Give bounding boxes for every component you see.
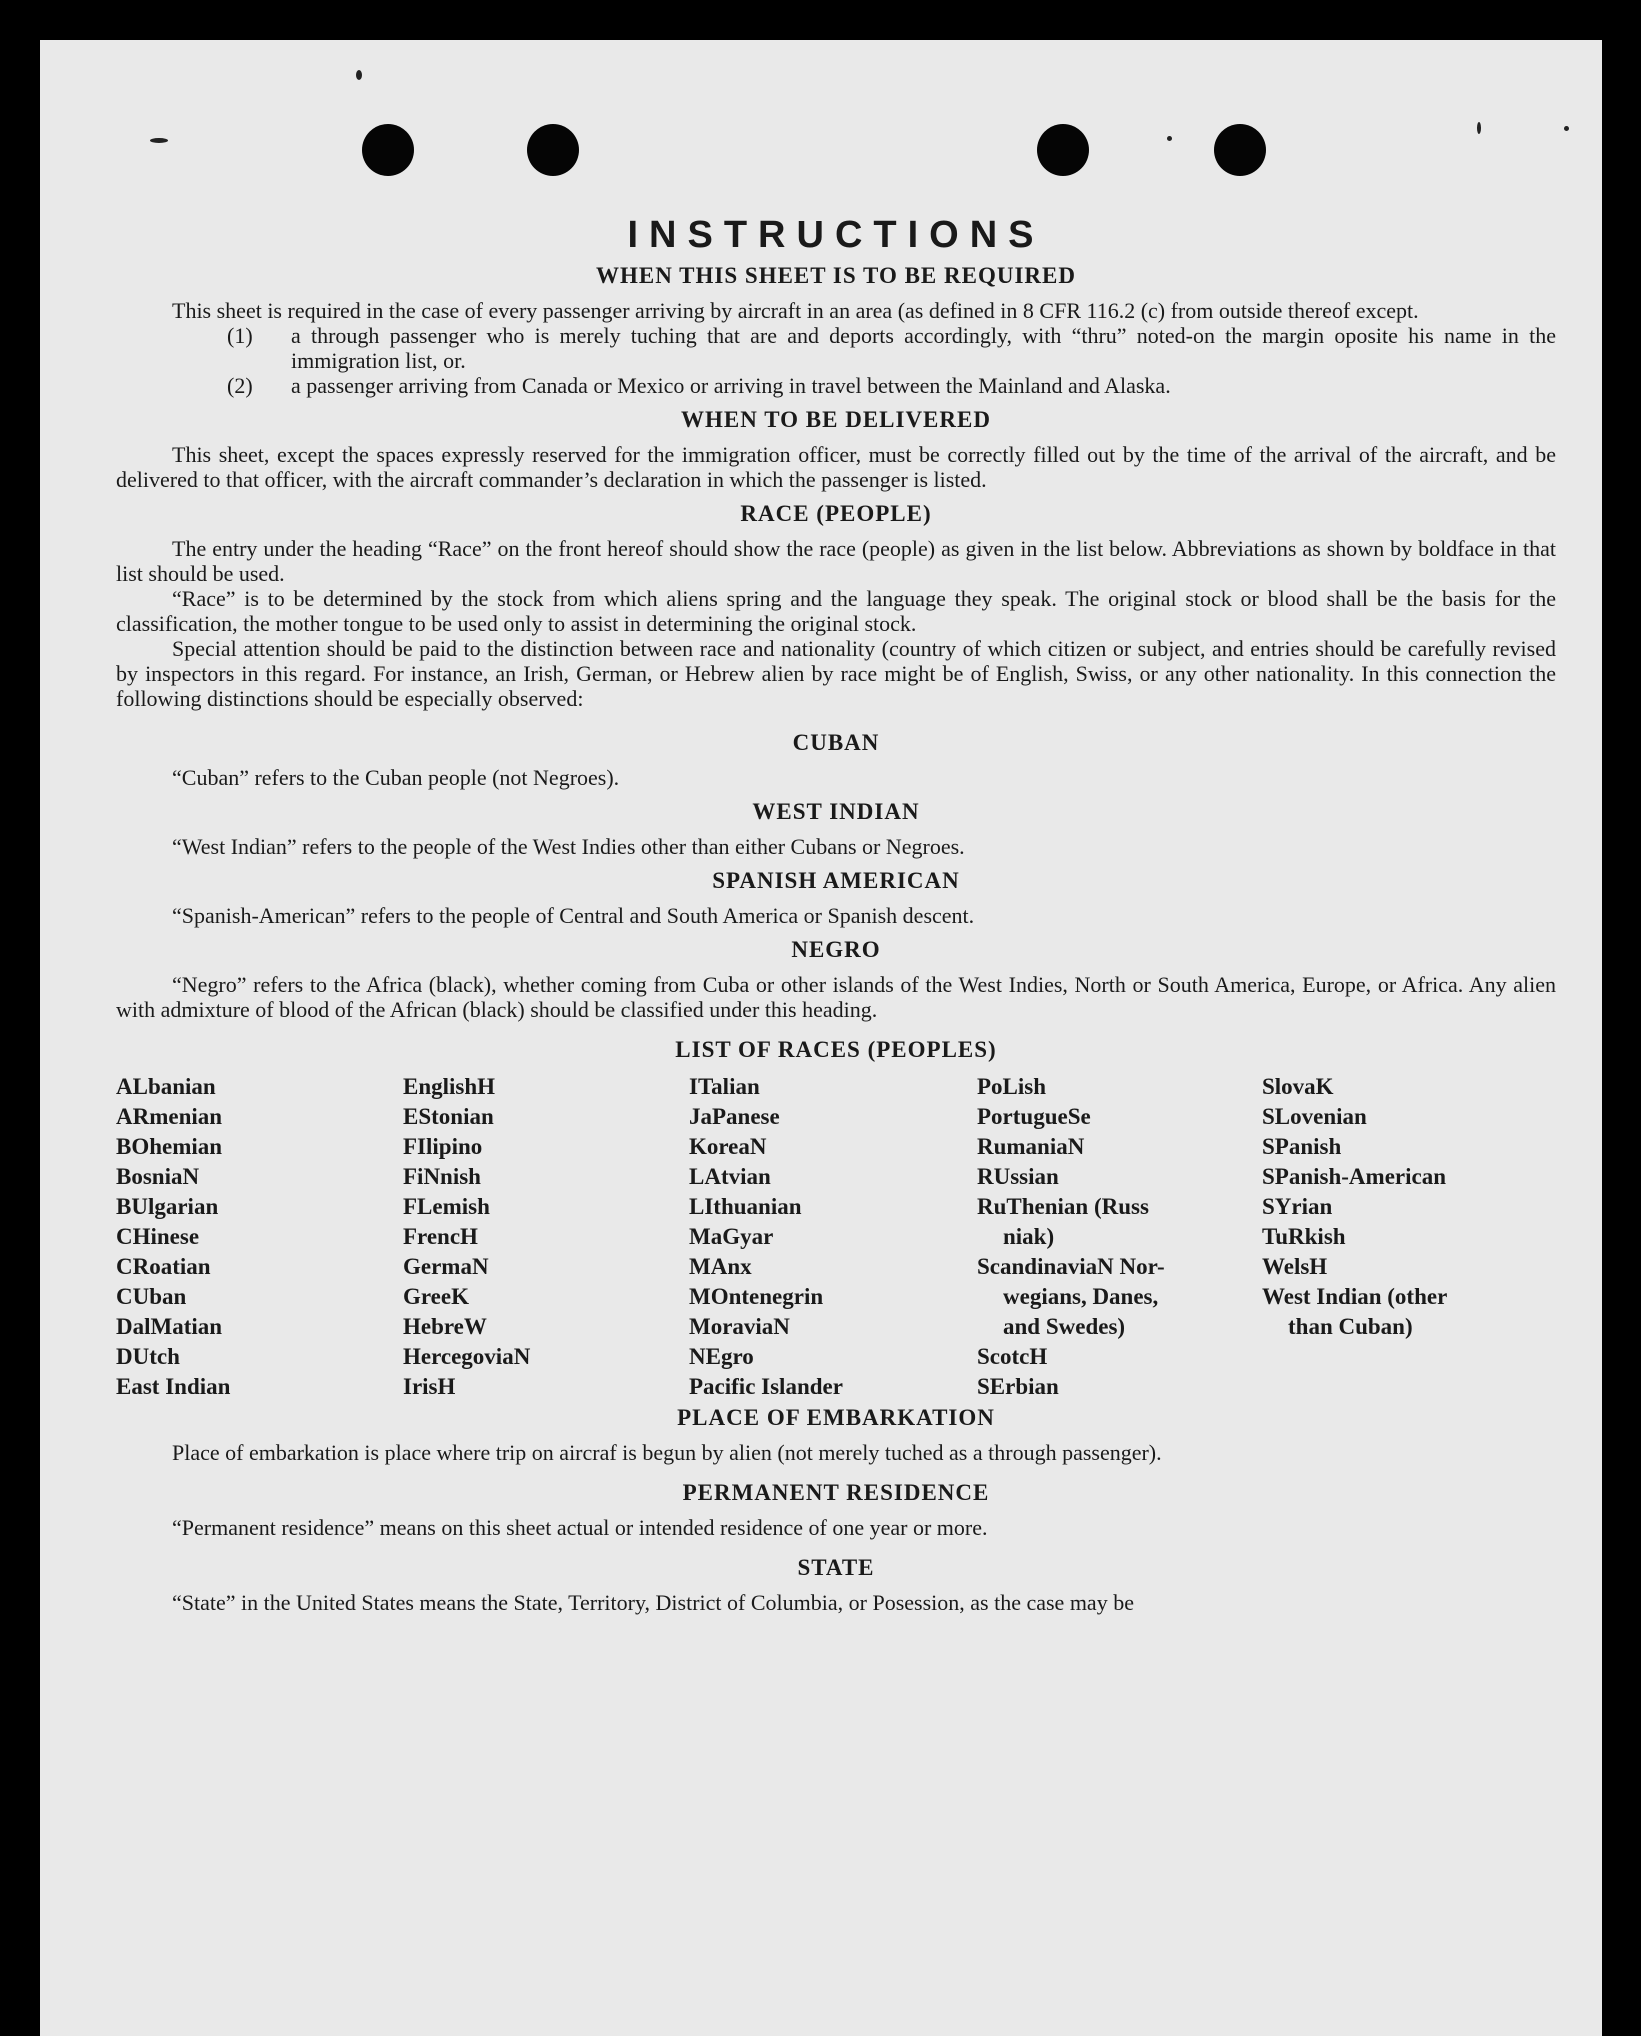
section-heading: WHEN TO BE DELIVERED [681, 407, 991, 432]
race-entry: CUban [116, 1284, 187, 1309]
section-heading: SPANISH AMERICAN [712, 868, 960, 893]
page-title: INSTRUCTIONS [627, 214, 1045, 256]
race-entry: GermaN [403, 1254, 489, 1279]
race-entry: JaPanese [689, 1104, 780, 1129]
section-required [116, 262, 1556, 398]
punch-hole [1214, 124, 1266, 176]
race-entry: RUssian [977, 1164, 1059, 1189]
section-heading: PERMANENT RESIDENCE [682, 1480, 990, 1505]
race-entry: FrencH [403, 1224, 478, 1249]
section-paragraph: “Cuban” refers to the Cuban people (not Negroes). [172, 765, 620, 790]
race-entry: BOhemian [116, 1134, 223, 1159]
race-entry: ALbanian [116, 1074, 216, 1099]
race-entry: than Cuban) [1288, 1314, 1413, 1339]
section-spanish-american [116, 867, 1556, 928]
race-entry: RumaniaN [977, 1134, 1085, 1159]
race-entry: SPanish-American [1262, 1164, 1446, 1189]
exception-number: (1) [227, 323, 253, 348]
race-entry: WelsH [1262, 1254, 1328, 1279]
race-entry: GreeK [403, 1284, 469, 1309]
race-entry: SYrian [1262, 1194, 1333, 1219]
race-entry: SlovaK [1262, 1074, 1334, 1099]
races-column [977, 1072, 1262, 1402]
paper-speck [356, 70, 362, 80]
race-entry: MOntenegrin [689, 1284, 824, 1309]
race-entry: BUlgarian [116, 1194, 219, 1219]
race-entry: wegians, Danes, [1003, 1284, 1159, 1309]
section-cuban [116, 729, 1556, 790]
race-entry: West Indian (other [1262, 1284, 1448, 1309]
race-entry: PoLish [977, 1074, 1047, 1099]
paper-speck [150, 138, 168, 143]
races-column [689, 1072, 977, 1402]
race-entry: DUtch [116, 1344, 180, 1369]
section-heading: NEGRO [791, 937, 881, 962]
race-entry: East Indian [116, 1374, 231, 1399]
section-heading: PLACE OF EMBARKATION [677, 1405, 995, 1430]
section-paragraph: Special attention should be paid to the distinction between race and nationality (country of which citizen or subject, and entries should be carefully revised by inspectors in this regard. For instance, an Irish, German, or Hebrew alien by race might be of English, Swiss, or any other nationality. In this connection the following distinctions should be especially observed: [116, 636, 1556, 711]
race-entry: SPanish [1262, 1134, 1342, 1159]
section-heading: RACE (PEOPLE) [740, 501, 932, 526]
race-entry: LAtvian [689, 1164, 771, 1189]
section-paragraph: This sheet is required in the case of every passenger arriving by aircraft in an area (as defined in 8 CFR 116.2 (c) from outside thereof except. [172, 298, 1419, 323]
races-list [116, 1072, 1556, 1402]
race-entry: TuRkish [1262, 1224, 1346, 1249]
race-entry: ScandinaviaN Nor- [977, 1254, 1165, 1279]
section-paragraph: “State” in the United States means the State, Territory, District of Columbia, or Posession, as the case may be [172, 1590, 1134, 1615]
section-paragraph: This sheet, except the spaces expressly reserved for the immigration officer, must be correctly filled out by the time of the arrival of the aircraft, and be delivered to that officer, with the aircraft commander’s declaration in which the passenger is listed. [116, 442, 1556, 492]
race-entry: MoraviaN [689, 1314, 790, 1339]
document-page [40, 40, 1602, 2036]
race-entry: Pacific Islander [689, 1374, 843, 1399]
race-entry: FIlipino [403, 1134, 483, 1159]
race-entry: MAnx [689, 1254, 752, 1279]
exception-text: a through passenger who is merely tuching that are and deports accordingly, with “thru” noted-on the margin oposite his name in the immigration list, or. [291, 323, 1556, 373]
section-paragraph: “Spanish-American” refers to the people of Central and South America or Spanish descent. [172, 903, 975, 928]
race-entry: BosniaN [116, 1164, 200, 1189]
race-entry: IrisH [403, 1374, 456, 1399]
race-entry: EStonian [403, 1104, 494, 1129]
race-entry: MaGyar [689, 1224, 774, 1249]
section-negro [116, 936, 1556, 1022]
race-entry: PortugueSe [977, 1104, 1091, 1129]
section-paragraph: “Negro” refers to the Africa (black), whether coming from Cuba or other islands of the West Indies, North or South America, Europe, or Africa. Any alien with admixture of blood of the African (black) should be classified under this heading. [116, 972, 1556, 1022]
races-column [403, 1072, 689, 1402]
section-paragraph: “Race” is to be determined by the stock from which aliens spring and the language they speak. The original stock or blood shall be the basis for the classification, the mother tongue to be used only to assist in determining the original stock. [116, 586, 1556, 636]
section-permanent-residence [116, 1479, 1556, 1540]
exception-item [116, 373, 1556, 398]
section-paragraph: “West Indian” refers to the people of the West Indies other than either Cubans or Negroes. [172, 834, 965, 859]
race-entry: DalMatian [116, 1314, 223, 1339]
exception-item [116, 323, 1556, 373]
race-entry: SErbian [977, 1374, 1059, 1399]
races-heading: LIST OF RACES (PEOPLES) [675, 1037, 997, 1062]
section-heading: STATE [797, 1555, 875, 1580]
section-paragraph: Place of embarkation is place where trip on aircraf is begun by alien (not merely tuched as a through passenger). [172, 1440, 1162, 1465]
race-entry: KoreaN [689, 1134, 767, 1159]
race-entry: ScotcH [977, 1344, 1048, 1369]
race-entry: niak) [1003, 1224, 1055, 1249]
race-entry: FiNnish [403, 1164, 481, 1189]
paper-speck [1477, 122, 1481, 134]
race-entry: CRoatian [116, 1254, 211, 1279]
punch-hole [1037, 124, 1089, 176]
section-heading: CUBAN [792, 730, 880, 755]
race-entry: NEgro [689, 1344, 754, 1369]
race-entry: ITalian [689, 1074, 760, 1099]
punch-hole [527, 124, 579, 176]
exception-number: (2) [227, 373, 253, 398]
race-entry: ARmenian [116, 1104, 223, 1129]
race-entry: and Swedes) [1003, 1314, 1126, 1339]
paper-speck [1167, 136, 1172, 141]
section-race [116, 500, 1556, 711]
race-entry: RuThenian (Russ [977, 1194, 1149, 1219]
races-column [1262, 1072, 1556, 1402]
race-entry: HercegoviaN [403, 1344, 531, 1369]
section-west-indian [116, 798, 1556, 859]
section-paragraph: The entry under the heading “Race” on the front hereof should show the race (people) as given in the list below. Abbreviations as shown by boldface in that list should be used. [116, 536, 1556, 586]
paper-speck [1564, 126, 1569, 131]
section-state [116, 1554, 1556, 1615]
race-entry: LIthuanian [689, 1194, 802, 1219]
race-entry: EnglishH [403, 1074, 496, 1099]
race-entry: FLemish [403, 1194, 490, 1219]
punch-hole [362, 124, 414, 176]
race-entry: HebreW [403, 1314, 487, 1339]
race-entry: CHinese [116, 1224, 200, 1249]
section-embarkation [116, 1404, 1556, 1465]
exception-text: a passenger arriving from Canada or Mexico or arriving in travel between the Mainland and Alaska. [291, 373, 1171, 398]
section-heading: WEST INDIAN [752, 799, 920, 824]
section-delivered [116, 406, 1556, 492]
race-entry: SLovenian [1262, 1104, 1367, 1129]
races-column [116, 1072, 403, 1402]
section-paragraph: “Permanent residence” means on this sheet actual or intended residence of one year or more. [172, 1515, 988, 1540]
instructions-content [116, 212, 1556, 1615]
section-heading: WHEN THIS SHEET IS TO BE REQUIRED [596, 263, 1076, 288]
